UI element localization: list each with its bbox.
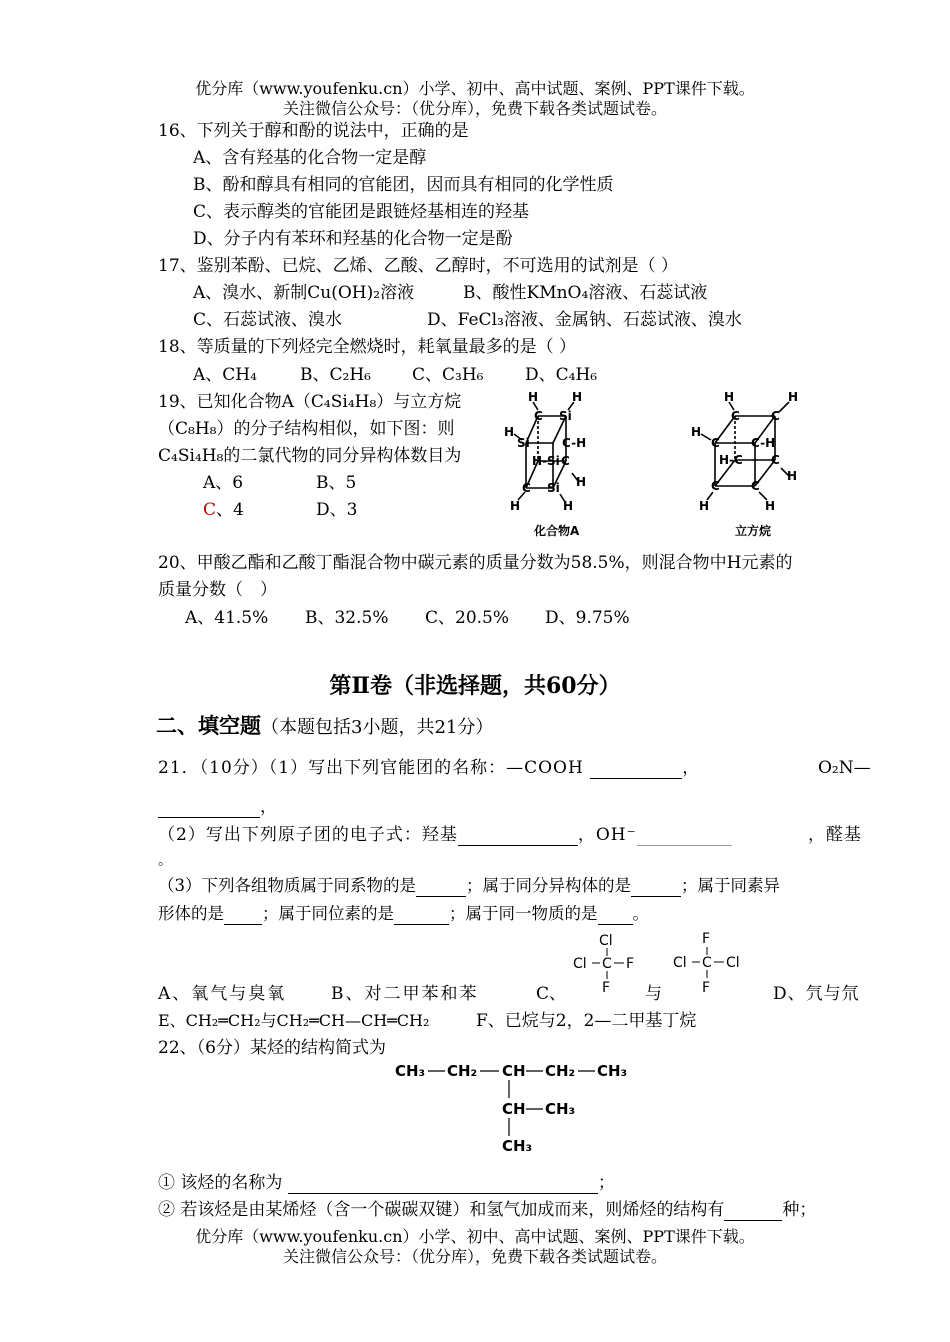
q21-option-a: A、氧气与臭氧 — [158, 984, 287, 1004]
answer-blank-same[interactable] — [598, 906, 633, 925]
q20-line-1: 20、甲酸乙酯和乙酸丁酯混合物中碳元素的质量分数为58.5%，则混合物中H元素的 — [158, 553, 793, 573]
q16-option-a: A、含有羟基的化合物一定是醇 — [193, 148, 427, 168]
cubane-atom-c: C — [751, 479, 760, 493]
q21-homolog-label: （3）下列各组物质属于同系物的是 — [158, 876, 416, 895]
q19-option-a: A、6 — [203, 473, 244, 493]
answer-blank-hydroxyl[interactable] — [458, 827, 578, 846]
cubane-atom-c: C — [711, 436, 720, 450]
q20-option-b: B、32.5% — [305, 608, 389, 628]
q19-option-c-value: 、4 — [216, 500, 244, 520]
q21-line-3 — [158, 824, 732, 846]
header-line-1: 优分库（www.youfenku.cn）小学、初中、高中试题、案例、PPT课件下载。 — [195, 79, 755, 98]
a-atom-h: H — [510, 499, 521, 513]
q17-option-d: D、FeCl₃溶液、金属钠、石蕊试液、溴水 — [427, 310, 742, 330]
q19-option-c — [203, 499, 244, 521]
q17-option-c: C、石蕊试液、溴水 — [193, 310, 343, 330]
q22-sub1-end: ； — [597, 1173, 615, 1193]
a-atom-si: Si — [517, 436, 530, 450]
a-atom-c: C — [534, 409, 543, 423]
cubane-atom-h: H — [724, 390, 735, 404]
cubane-atom-c-h: C-H — [751, 436, 776, 450]
q19-line-1: 19、已知化合物A（C₄Si₄H₈）与立方烷 — [158, 392, 462, 412]
mol1-center-c: C — [602, 956, 612, 972]
q22-sub2-end: 种； — [782, 1200, 817, 1220]
mol1-left-cl: Cl — [573, 956, 587, 972]
q21-option-c-and: 与 — [645, 984, 662, 1004]
q21-line-2 — [158, 796, 277, 818]
q16-option-b: B、酚和醇具有相同的官能团，因而具有相同的化学性质 — [193, 175, 614, 195]
q21-line-1 — [158, 757, 700, 779]
q20-option-d: D、9.75% — [545, 608, 630, 628]
cubane-atom-h: H — [765, 499, 776, 513]
q20-option-a: A、41.5% — [185, 608, 269, 628]
answer-blank-isotope[interactable] — [394, 906, 449, 925]
q22-sub-1 — [158, 1172, 615, 1194]
cubane-label: 立方烷 — [735, 524, 772, 538]
q19-line-2: （C₈H₈）的分子结构相似，如下图：则 — [158, 419, 455, 439]
mol2-right-cl: Cl — [726, 955, 740, 971]
q21-option-c: C、 — [536, 984, 567, 1004]
q21-line2-comma: ， — [260, 797, 277, 817]
q18-option-b: B、C₂H₆ — [300, 365, 371, 385]
molecule-cl2cf2-b — [670, 928, 745, 1000]
q17-option-a: A、溴水、新制Cu(OH)₂溶液 — [193, 283, 415, 303]
q21-o2n: O₂N— — [818, 758, 871, 778]
q19-option-d: D、3 — [316, 500, 358, 520]
answer-blank-o2n[interactable] — [158, 799, 260, 818]
q17-stem: 17、鉴别苯酚、已烷、乙烯、乙酸、乙醇时，不可选用的试剂是（ ） — [158, 256, 679, 276]
q21-line6-end: 。 — [632, 904, 649, 923]
q16-stem: 16、下列关于醇和酚的说法中，正确的是 — [158, 121, 469, 141]
cubane-atom-h: H — [691, 425, 702, 439]
q21-allotrope-label-2: 形体的是 — [158, 904, 224, 923]
q20-option-c: C、20.5% — [425, 608, 510, 628]
compound-a-diagram — [498, 388, 628, 544]
q19-option-c-letter: C — [203, 500, 217, 520]
a-atom-si: Si — [547, 481, 560, 495]
answer-blank-alkene-count[interactable] — [724, 1202, 782, 1221]
answer-blank-cooh[interactable] — [590, 760, 682, 779]
a-atom-h: H — [572, 390, 583, 404]
cubane-atom-c: C — [731, 409, 740, 423]
hydrocarbon-structure — [395, 1058, 640, 1158]
section-note: （本题包括3小题，共21分） — [261, 717, 494, 738]
q21-same-label: ；属于同一物质的是 — [449, 904, 598, 923]
q21-line-5 — [158, 875, 780, 897]
struct-ch3-right: CH₃ — [597, 1062, 628, 1080]
section-heading — [156, 712, 493, 742]
footer-line-1: 优分库（www.youfenku.cn）小学、初中、高中试题、案例、PPT课件下载。 — [195, 1227, 755, 1246]
q21-option-d: D、氕与氘 — [773, 984, 860, 1004]
q21-part2-text: （2）写出下列原子团的电子式：羟基 — [158, 825, 458, 845]
answer-blank-homolog[interactable] — [416, 878, 466, 897]
cubane-atom-c: C — [771, 453, 780, 467]
q22-stem: 22、（6分）某烃的结构简式为 — [158, 1038, 386, 1058]
q16-option-c: C、表示醇类的官能团是跟链烃基相连的羟基 — [193, 202, 530, 222]
mol2-center-c: C — [702, 955, 712, 971]
a-atom-h: H — [563, 499, 574, 513]
q19-option-b: B、5 — [316, 473, 357, 493]
a-atom-h: H — [504, 425, 515, 439]
q21-part2-oh: ，OH⁻ — [577, 825, 637, 845]
cubane-atom-h: H — [699, 499, 710, 513]
q22-sub1-text: ① 该烃的名称为 — [158, 1173, 283, 1193]
mol2-top-f: F — [702, 931, 711, 947]
cubane-atom-h: H — [787, 469, 798, 483]
a-atom-c-h: C-H — [562, 436, 587, 450]
q22-sub-2 — [158, 1199, 816, 1221]
cubane-atom-h-c: H-C — [719, 453, 743, 467]
mol2-bottom-f: F — [702, 980, 711, 996]
q21-option-f: F、已烷与2，2—二甲基丁烷 — [476, 1011, 697, 1031]
q21-allotrope-label: ；属于同素异 — [681, 876, 780, 895]
q20-line-2: 质量分数（ ） — [158, 580, 277, 600]
molecule-cl2cf2-a — [570, 930, 640, 1000]
cubane-diagram — [685, 388, 815, 544]
q18-option-d: D、C₄H₆ — [525, 365, 598, 385]
cubane-atom-c: C — [711, 479, 720, 493]
a-atom-c: C — [561, 454, 570, 468]
q21-part1-comma: ， — [682, 758, 701, 778]
compound-a-label: 化合物A — [534, 524, 580, 538]
answer-blank-isomer[interactable] — [631, 878, 681, 897]
q21-isotope-label: ；属于同位素的是 — [262, 904, 394, 923]
mol1-right-f: F — [626, 956, 635, 972]
footer-line-2: 关注微信公众号：（优分库），免费下载各类试题试卷。 — [282, 1247, 667, 1266]
a-atom-h: H — [576, 475, 587, 489]
q21-line-4: 。 — [158, 853, 172, 869]
struct-ch3-branch: CH₃ — [545, 1100, 576, 1118]
q18-stem: 18、等质量的下列烃完全燃烧时，耗氧量最多的是（ ） — [158, 337, 577, 357]
q19-line-3: C₄Si₄H₈的二氯代物的同分异构体数目为 — [158, 446, 462, 466]
q18-option-c: C、C₃H₆ — [412, 365, 484, 385]
a-atom-c: C — [522, 481, 531, 495]
q21-option-b: B、对二甲苯和苯 — [331, 984, 479, 1004]
answer-blank-allotrope[interactable] — [224, 906, 262, 925]
a-atom-h-si: H-Si — [532, 454, 560, 468]
cubane-atom-h: H — [788, 390, 799, 404]
part2-title: 第Ⅱ卷（非选择题，共60分） — [329, 673, 621, 699]
struct-ch2-left: CH₂ — [447, 1062, 478, 1080]
cubane-atom-c: C — [771, 409, 780, 423]
struct-ch3-bottom: CH₃ — [502, 1137, 533, 1155]
struct-ch-branch: CH — [502, 1100, 526, 1118]
mol2-left-cl: Cl — [673, 955, 687, 971]
a-atom-si: Si — [559, 409, 572, 423]
q21-line-6 — [158, 903, 649, 925]
q21-part1-text: 21．（10分）（1）写出下列官能团的名称：—COOH — [158, 758, 584, 778]
q16-option-d: D、分子内有苯环和羟基的化合物一定是酚 — [193, 229, 513, 249]
a-atom-h: H — [528, 390, 539, 404]
mol1-top-cl: Cl — [599, 933, 613, 949]
struct-ch-center: CH — [502, 1062, 526, 1080]
mol1-bottom-f: F — [602, 980, 611, 996]
q21-aldehyde: ，醛基 — [808, 825, 862, 845]
answer-blank-oh[interactable] — [637, 827, 732, 846]
q21-option-e: E、CH₂═CH₂与CH₂═CH—CH═CH₂ — [158, 1011, 430, 1030]
struct-ch2-right: CH₂ — [545, 1062, 576, 1080]
q18-option-a: A、CH₄ — [193, 365, 257, 385]
q22-sub2-text: ② 若该烃是由某烯烃（含一个碳碳双键）和氢气加成而来，则烯烃的结构有 — [158, 1200, 725, 1220]
q17-option-b: B、酸性KMnO₄溶液、石蕊试液 — [463, 283, 708, 303]
header-line-2: 关注微信公众号：（优分库），免费下载各类试题试卷。 — [282, 99, 667, 118]
section-title: 二、填空题 — [156, 713, 261, 738]
q21-isomer-label: ；属于同分异构体的是 — [466, 876, 631, 895]
struct-ch3-left: CH₃ — [395, 1062, 426, 1080]
answer-blank-name[interactable] — [288, 1175, 598, 1194]
